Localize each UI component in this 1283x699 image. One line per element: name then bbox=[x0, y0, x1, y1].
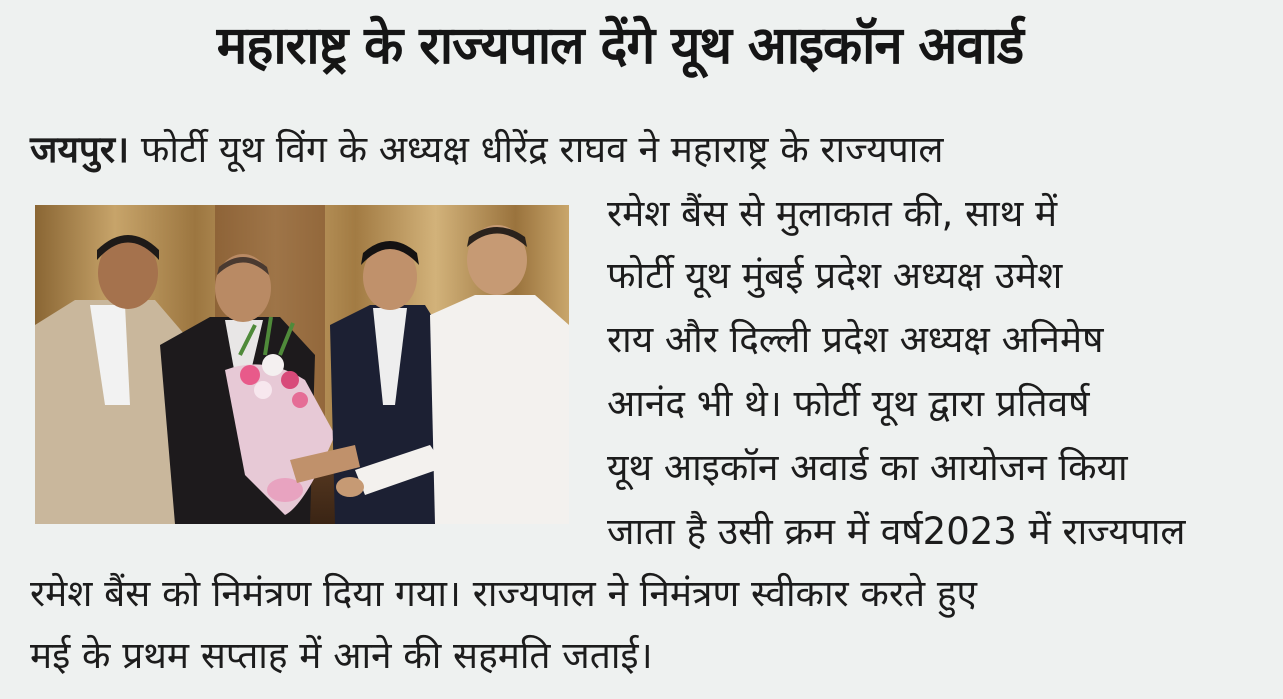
news-photo bbox=[35, 205, 569, 524]
dateline: जयपुर। bbox=[30, 128, 130, 171]
paragraph-line-9: मई के प्रथम सप्ताह में आने की सहमति जताई। bbox=[30, 634, 653, 677]
paragraph-line-1-text: फोर्टी यूथ विंग के अध्यक्ष धीरेंद्र राघव ने महाराष्ट्र के राज्यपाल bbox=[140, 128, 944, 171]
paragraph-line-2: रमेश बैंस से मुलाकात की, साथ में bbox=[607, 192, 1058, 235]
paragraph-line-1 bbox=[30, 124, 1210, 176]
paragraph-line-5: आनंद भी थे। फोर्टी यूथ द्वारा प्रतिवर्ष bbox=[607, 382, 1090, 425]
paragraph-line-3: फोर्टी यूथ मुंबई प्रदेश अध्यक्ष उमेश bbox=[607, 254, 1063, 297]
paragraph-line-7: जाता है उसी क्रम में वर्ष2023 में राज्यपाल bbox=[607, 510, 1186, 553]
paragraph-line-8: रमेश बैंस को निमंत्रण दिया गया। राज्यपाल ने निमंत्रण स्वीकार करते हुए bbox=[30, 572, 977, 615]
paragraph-line-4: राय और दिल्ली प्रदेश अध्यक्ष अनिमेष bbox=[607, 318, 1104, 361]
news-photo-image bbox=[35, 205, 569, 524]
paragraph-line-6: यूथ आइकॉन अवार्ड का आयोजन किया bbox=[607, 446, 1128, 489]
headline: महाराष्ट्र के राज्यपाल देंगे यूथ आइकॉन अवार्ड bbox=[216, 16, 1024, 76]
